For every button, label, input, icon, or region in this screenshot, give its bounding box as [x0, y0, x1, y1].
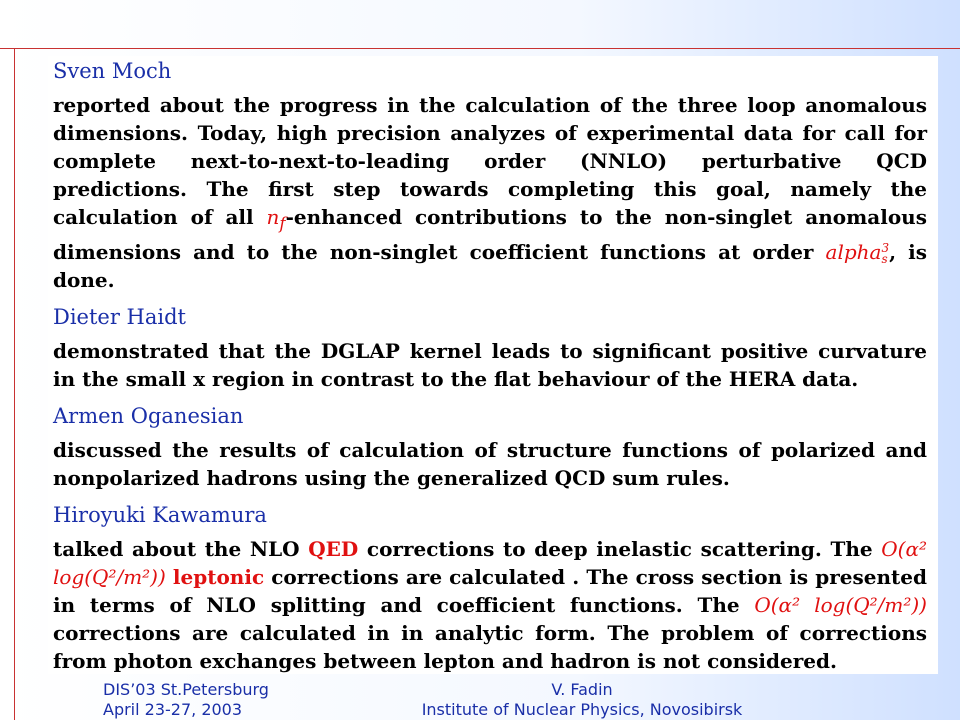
footer-author-institute: Institute of Nuclear Physics, Novosibirsk [421, 700, 743, 719]
footer-conference-date: April 23-27, 2003 [103, 700, 243, 719]
speaker-summary [53, 91, 927, 294]
summary-text: , is done. [53, 240, 927, 292]
footer-conference [103, 680, 269, 720]
left-rule [14, 48, 15, 720]
footer-conference-name: DIS’03 St.Petersburg [103, 680, 269, 699]
math-alpha: alpha 3 s [825, 240, 890, 266]
math-order: O(α² log(Q²/m²)) [53, 537, 927, 589]
speaker-name: Dieter Haidt [53, 305, 186, 329]
speaker-summary: talked about the NLO QED corrections to deep inelastic scattering. The O(α² log(Q²/m²)) leptonic corrections are calculated . The cross section is presented in terms of NLO splitting and coefficient functions. The O(α² log(Q²/m²)) corrections are calculated in in analytic form. The problem of corrections from photon exchanges between lepton and hadron is not considered. [53, 537, 927, 673]
speaker-summary: demonstrated that the DGLAP kernel leads to significant positive curvature in the small x region in contrast to the flat behaviour of the HERA data. [53, 339, 927, 391]
footer-author [398, 680, 766, 720]
math-order: O(α² log(Q²/m²)) [754, 593, 927, 617]
speaker-name: Sven Moch [53, 59, 172, 83]
leptonic-highlight: leptonic [172, 565, 265, 589]
qed-highlight: QED [308, 537, 359, 561]
speaker-name: Hiroyuki Kawamura [53, 503, 267, 527]
slide-content [53, 56, 927, 685]
top-rule [0, 48, 960, 49]
speaker-name: Armen Oganesian [53, 404, 244, 428]
footer-author-name: V. Fadin [551, 680, 613, 699]
summary-text: -enhanced contributions to the non-singlet anomalous dimensions and to the non-singlet coefficient functions at order [53, 205, 927, 264]
speaker-summary: discussed the results of calculation of structure functions of polarized and nonpolarized hadrons using the generalized QCD sum rules. [53, 438, 927, 490]
summary-text: reported about the progress in the calculation of the three loop anomalous dimensions. Today, high precision analyzes of experimental data for call for complete next-to-next-to-leading order (NNLO) perturbative QCD predictions. The first step towards completing this goal, namely the calculation of all [53, 93, 927, 229]
math-nf: $n_f$ [266, 205, 286, 233]
